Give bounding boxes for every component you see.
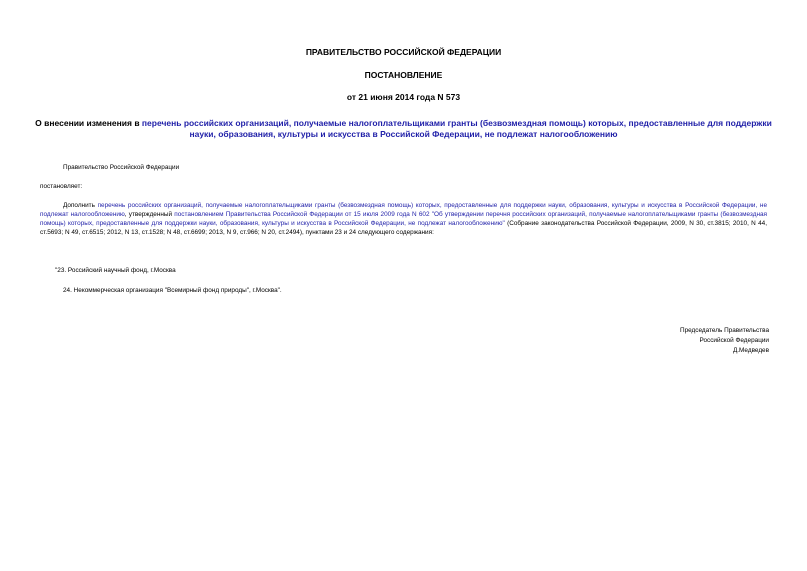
- para-prefix: Дополнить: [63, 202, 98, 209]
- issuer-text: Правительство Российской Федерации: [63, 164, 180, 171]
- item-24: 24. Некоммерческая организация "Всемирный фонд природы", г.Москва".: [63, 287, 282, 294]
- decrees-text: постановляет:: [40, 183, 83, 190]
- signature-country: Российской Федерации: [699, 337, 769, 344]
- signature-position: Председатель Правительства: [680, 327, 769, 334]
- para-suffix: (Собрание законодательства Российской Федерации, 2009, N 30, ст.3815; 2010, N 44, ст.5693; N 49, ст.6515; 2012, N 13, ст.1528; N 48, ст.6699; 2013, N 9, ст.966; N 20, ст.2494), пунктами 23 и 24 следующего содержания:: [40, 220, 768, 236]
- document-title: [30, 118, 777, 140]
- document-type: ПОСТАНОВЛЕНИЕ: [364, 70, 443, 80]
- signature-block: [680, 326, 769, 356]
- item-23: "23. Российский научный фонд, г.Москва: [55, 267, 176, 274]
- document-date-number: от 21 июня 2014 года N 573: [346, 92, 461, 102]
- title-prefix: О внесении изменения в: [35, 118, 142, 128]
- signature-name: Д.Медведев: [732, 347, 769, 354]
- title-list-link[interactable]: перечень российских организаций, получаемые налогоплательщиками гранты (безвозмездная помощь) которых, предоставленные для поддержки науки, образования, культуры и искусства в Российской Федерации, не подлежат налогообложению: [141, 118, 772, 139]
- para-mid: , утвержденный: [124, 211, 175, 218]
- resolution-602-link[interactable]: постановлением Правительства Российской Федерации от 15 июля 2009 года N 602 "Об утверждении перечня российских организаций, получаемые налогоплательщиками гранты (безвозмездная помощь) которых, предоставленные для поддержки науки, образования, культуры и искусства в Российской Федерации, не подлежат налогообложению": [40, 211, 767, 227]
- list-link[interactable]: перечень российских организаций, получаемые налогоплательщиками гранты (безвозмездная помощь) которых, предоставленные для поддержки науки, образования, культуры и искусства в Российской Федерации, не подлежат налогообложению: [40, 202, 767, 218]
- government-heading: ПРАВИТЕЛЬСТВО РОССИЙСКОЙ ФЕДЕРАЦИИ: [305, 47, 502, 57]
- amendment-paragraph: [40, 201, 767, 237]
